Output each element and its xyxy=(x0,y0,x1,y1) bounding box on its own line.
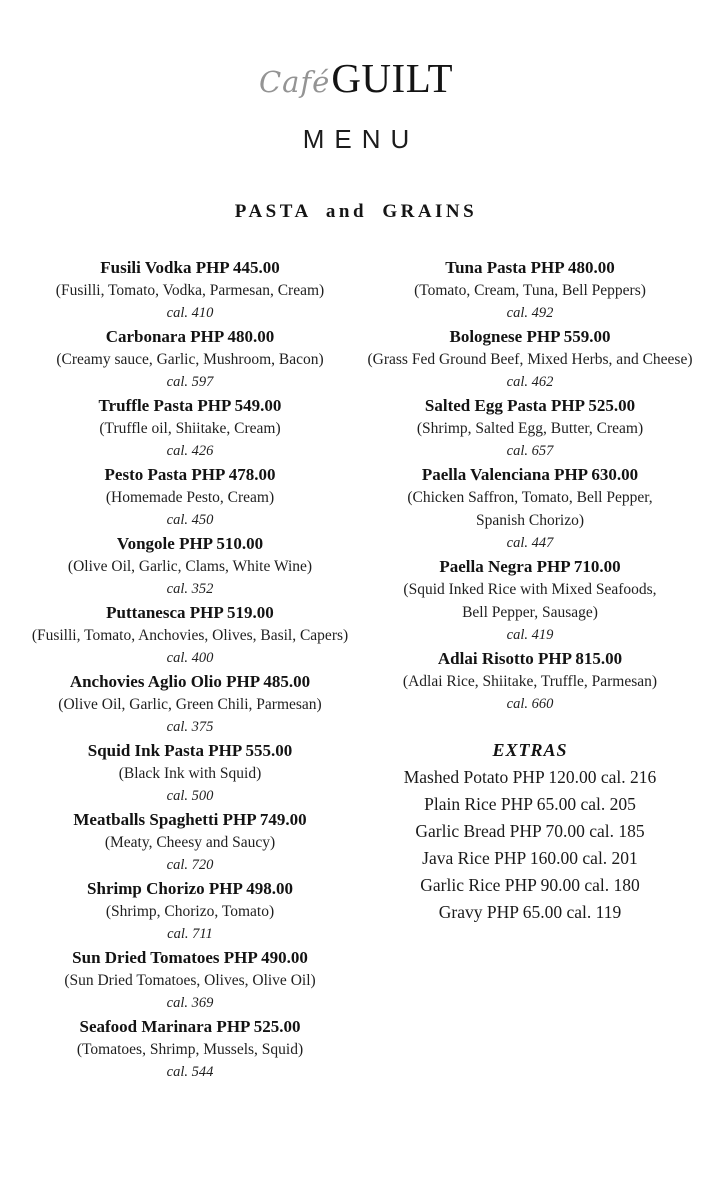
item-ingredients: (Shrimp, Salted Egg, Butter, Cream) xyxy=(416,420,644,437)
extras-item: Plain Rice PHP 65.00 cal. 205 xyxy=(424,794,636,814)
menu-item xyxy=(356,256,704,325)
extras-item: Garlic Rice PHP 90.00 cal. 180 xyxy=(420,875,640,895)
extras-item: Gravy PHP 65.00 cal. 119 xyxy=(438,902,622,922)
menu-item xyxy=(356,325,704,394)
item-ingredients: (Black Ink with Squid) xyxy=(118,765,262,782)
extras-item: Java Rice PHP 160.00 cal. 201 xyxy=(422,848,638,868)
menu-item xyxy=(29,808,351,877)
extras-item: Mashed Potato PHP 120.00 cal. 216 xyxy=(403,767,657,787)
item-ingredients: (Truffle oil, Shiitake, Cream) xyxy=(99,420,281,437)
item-ingredients: (Tomatoes, Shrimp, Mussels, Squid) xyxy=(76,1041,304,1058)
item-name-price: Puttanesca PHP 519.00 xyxy=(106,603,274,622)
menu-item xyxy=(29,256,351,325)
item-calories: cal. 400 xyxy=(166,650,214,666)
item-calories: cal. 462 xyxy=(506,374,554,390)
item-name-price: Adlai Risotto PHP 815.00 xyxy=(437,649,623,668)
menu-item xyxy=(29,325,351,394)
item-calories: cal. 369 xyxy=(166,995,214,1011)
right-column xyxy=(356,256,704,1084)
item-ingredients: (Chicken Saffron, Tomato, Bell Pepper, Spanish Chorizo) xyxy=(407,489,653,529)
page-title: MENU xyxy=(302,124,420,154)
menu-item xyxy=(29,670,351,739)
menu-item xyxy=(29,1015,351,1084)
item-ingredients: (Sun Dried Tomatoes, Olives, Olive Oil) xyxy=(64,972,316,989)
item-calories: cal. 711 xyxy=(167,926,213,942)
item-ingredients: (Homemade Pesto, Cream) xyxy=(105,489,275,506)
item-ingredients: (Meaty, Cheesy and Saucy) xyxy=(104,834,276,851)
item-name-price: Shrimp Chorizo PHP 498.00 xyxy=(87,879,293,898)
menu-item xyxy=(356,394,704,463)
item-calories: cal. 375 xyxy=(166,719,214,735)
brand-name-text: GUILT xyxy=(331,55,454,101)
menu-item xyxy=(29,394,351,463)
menu-item xyxy=(29,601,351,670)
item-name-price: Truffle Pasta PHP 549.00 xyxy=(98,396,282,415)
item-name-price: Sun Dried Tomatoes PHP 490.00 xyxy=(72,948,308,967)
item-calories: cal. 657 xyxy=(506,443,554,459)
menu-item xyxy=(29,739,351,808)
item-name-price: Meatballs Spaghetti PHP 749.00 xyxy=(73,810,307,829)
item-calories: cal. 352 xyxy=(166,581,214,597)
item-calories: cal. 450 xyxy=(166,512,214,528)
brand-logo xyxy=(0,54,712,112)
item-ingredients: (Fusilli, Tomato, Vodka, Parmesan, Cream) xyxy=(55,282,325,299)
menu-item xyxy=(356,555,704,647)
item-name-price: Anchovies Aglio Olio PHP 485.00 xyxy=(69,672,311,691)
menu-item xyxy=(356,463,704,555)
extras-section xyxy=(356,737,704,926)
item-calories: cal. 410 xyxy=(166,305,214,321)
menu-item xyxy=(29,463,351,532)
item-ingredients: (Adlai Rice, Shiitake, Truffle, Parmesan) xyxy=(402,673,658,690)
item-name-price: Salted Egg Pasta PHP 525.00 xyxy=(424,396,636,415)
menu-item xyxy=(29,877,351,946)
item-calories: cal. 492 xyxy=(506,305,554,321)
item-ingredients: (Creamy sauce, Garlic, Mushroom, Bacon) xyxy=(56,351,324,368)
item-ingredients: (Squid Inked Rice with Mixed Seafoods, Bell Pepper, Sausage) xyxy=(403,581,657,621)
item-calories: cal. 544 xyxy=(166,1064,214,1080)
item-ingredients: (Olive Oil, Garlic, Green Chili, Parmesan) xyxy=(58,696,322,713)
item-name-price: Bolognese PHP 559.00 xyxy=(449,327,611,346)
item-name-price: Carbonara PHP 480.00 xyxy=(105,327,275,346)
item-calories: cal. 660 xyxy=(506,696,554,712)
item-ingredients: (Shrimp, Chorizo, Tomato) xyxy=(105,903,275,920)
item-name-price: Pesto Pasta PHP 478.00 xyxy=(104,465,276,484)
item-calories: cal. 447 xyxy=(506,535,554,551)
brand-script-text: Café xyxy=(258,65,331,99)
item-name-price: Paella Negra PHP 710.00 xyxy=(439,557,621,576)
item-name-price: Squid Ink Pasta PHP 555.00 xyxy=(87,741,293,760)
menu-item xyxy=(29,946,351,1015)
item-ingredients: (Grass Fed Ground Beef, Mixed Herbs, and Cheese) xyxy=(367,351,693,368)
extras-item: Garlic Bread PHP 70.00 cal. 185 xyxy=(415,821,645,841)
item-name-price: Paella Valenciana PHP 630.00 xyxy=(421,465,639,484)
item-calories: cal. 500 xyxy=(166,788,214,804)
menu-item xyxy=(356,647,704,716)
item-ingredients: (Tomato, Cream, Tuna, Bell Peppers) xyxy=(414,282,646,299)
item-calories: cal. 419 xyxy=(506,627,554,643)
extras-title: EXTRAS xyxy=(492,740,568,760)
right-items xyxy=(356,256,704,716)
item-name-price: Seafood Marinara PHP 525.00 xyxy=(79,1017,301,1036)
menu-item xyxy=(29,532,351,601)
item-calories: cal. 597 xyxy=(166,374,214,390)
item-calories: cal. 426 xyxy=(166,443,214,459)
item-ingredients: (Fusilli, Tomato, Anchovies, Olives, Basil, Capers) xyxy=(31,627,349,644)
section-title: PASTA and GRAINS xyxy=(234,201,478,222)
item-name-price: Vongole PHP 510.00 xyxy=(116,534,264,553)
extras-list xyxy=(356,764,704,926)
left-column xyxy=(29,256,351,1084)
item-calories: cal. 720 xyxy=(166,857,214,873)
menu-columns xyxy=(0,256,712,1084)
menu-header xyxy=(0,54,712,155)
item-name-price: Fusili Vodka PHP 445.00 xyxy=(100,258,280,277)
item-ingredients: (Olive Oil, Garlic, Clams, White Wine) xyxy=(67,558,313,575)
item-name-price: Tuna Pasta PHP 480.00 xyxy=(445,258,615,277)
